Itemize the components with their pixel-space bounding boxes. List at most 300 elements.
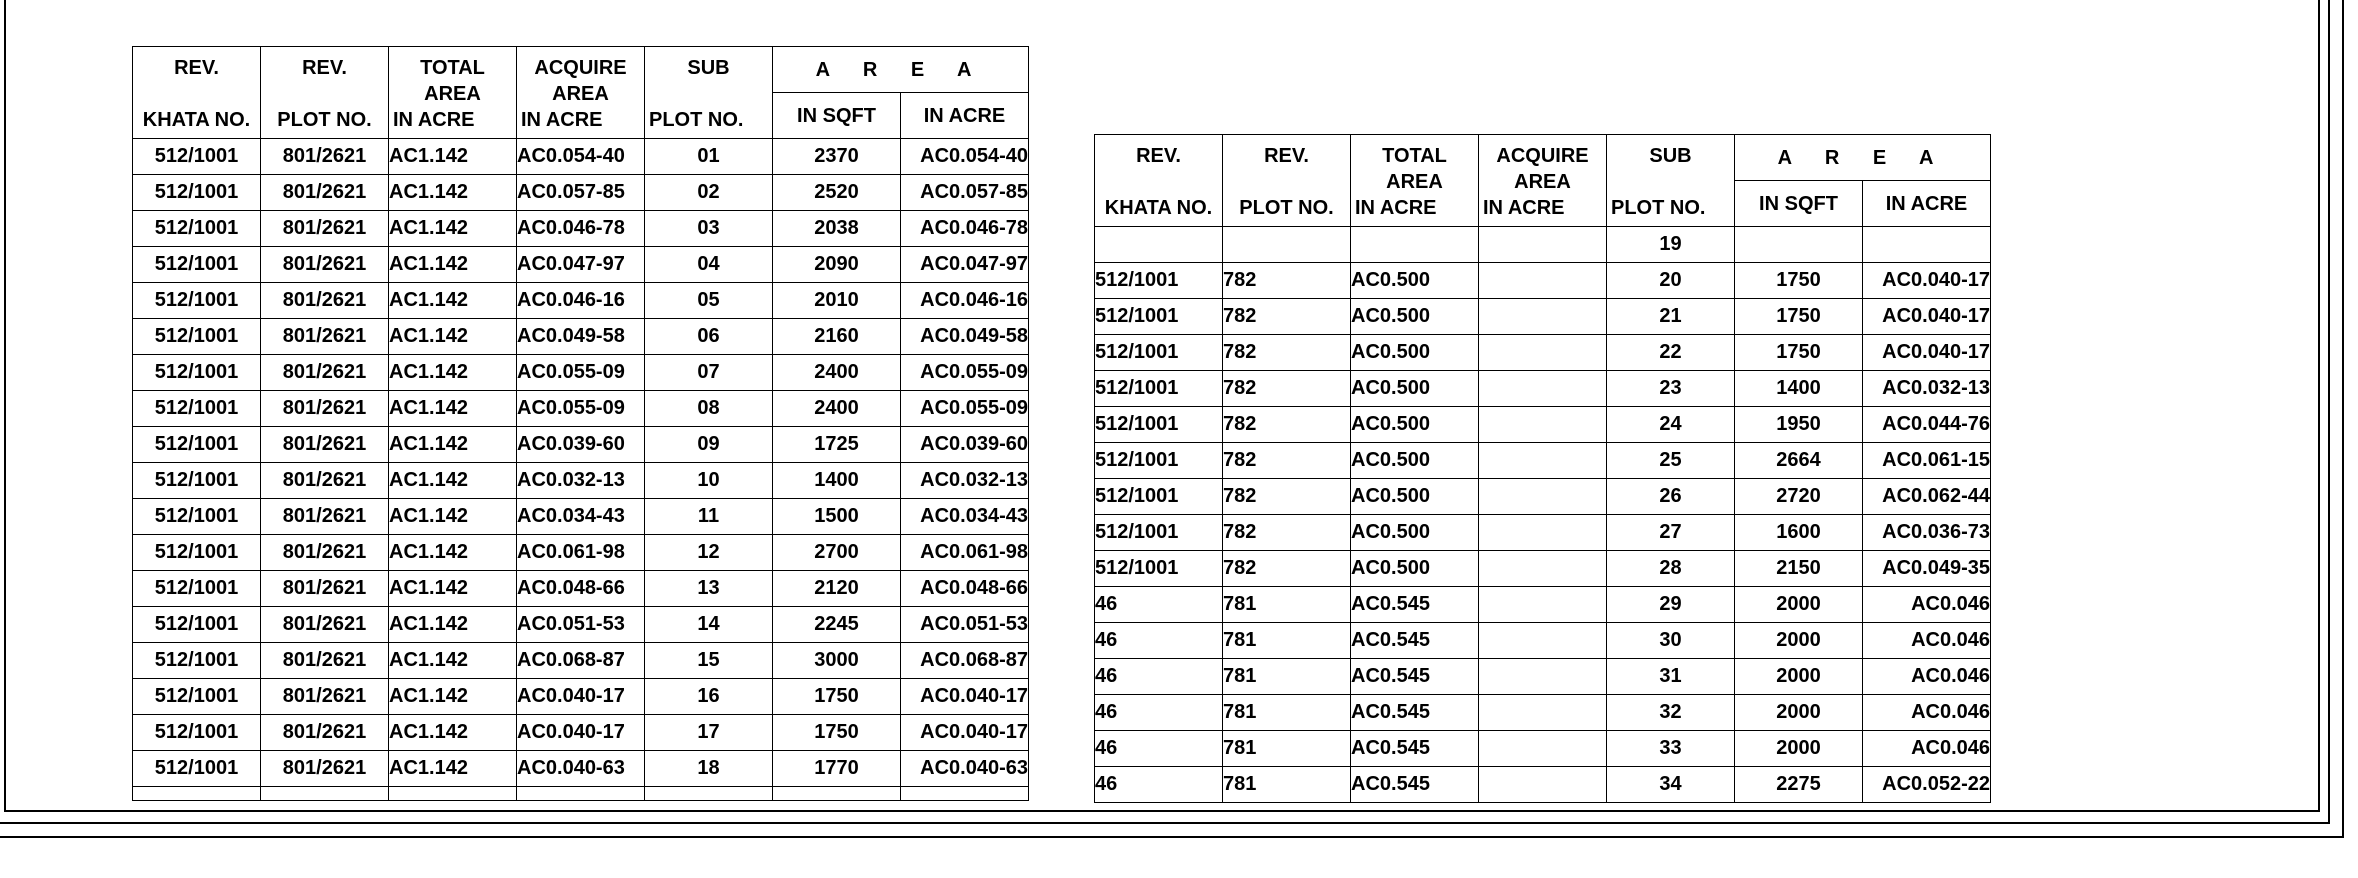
cell-plot: 781 <box>1223 731 1351 767</box>
table-cell <box>517 787 645 801</box>
header-acquire-top: ACQUIRE <box>1496 144 1589 167</box>
cell-sub: 26 <box>1607 479 1735 515</box>
cell-sub: 12 <box>645 535 773 571</box>
table-right-body <box>1095 227 1991 803</box>
header-rev-khata <box>1095 135 1223 227</box>
cell-plot: 801/2621 <box>261 175 389 211</box>
cell-plot: 781 <box>1223 623 1351 659</box>
cell-sub: 23 <box>1607 371 1735 407</box>
cell-acquire: AC0.049-58 <box>517 319 645 355</box>
cell-plot: 782 <box>1223 443 1351 479</box>
cell-acre: AC0.068-87 <box>901 643 1029 679</box>
cell-khata: 46 <box>1095 587 1223 623</box>
cell-khata: 512/1001 <box>133 319 261 355</box>
cell-sqft: 2400 <box>773 355 901 391</box>
cell-sub: 02 <box>645 175 773 211</box>
cell-acre: AC0.055-09 <box>901 355 1029 391</box>
cell-acre: AC0.052-22 <box>1863 767 1991 803</box>
cell-acre: AC0.040-17 <box>901 715 1029 751</box>
cell-sqft: 1750 <box>1735 335 1863 371</box>
cell-khata: 512/1001 <box>1095 443 1223 479</box>
cell-sqft: 2245 <box>773 607 901 643</box>
cell-acre: AC0.044-76 <box>1863 407 1991 443</box>
table-row <box>1095 407 1991 443</box>
cell-acquire: AC0.055-09 <box>517 355 645 391</box>
cell-sqft: 1750 <box>773 679 901 715</box>
cell-acquire: AC0.048-66 <box>517 571 645 607</box>
cell-total: AC1.142 <box>389 535 517 571</box>
cell-total: AC1.142 <box>389 751 517 787</box>
cell-acre: AC0.040-17 <box>1863 335 1991 371</box>
cell-sub: 04 <box>645 247 773 283</box>
table-row <box>133 607 1029 643</box>
header-sub-bottom: PLOT NO. <box>1611 196 1706 219</box>
table-row <box>133 643 1029 679</box>
cell-plot: 801/2621 <box>261 751 389 787</box>
cell-sqft: 2010 <box>773 283 901 319</box>
cell-total: AC0.500 <box>1351 515 1479 551</box>
cell-sub: 05 <box>645 283 773 319</box>
cell-acquire <box>1479 443 1607 479</box>
cell-acquire: AC0.040-17 <box>517 715 645 751</box>
cell-sqft: 2090 <box>773 247 901 283</box>
header-sub-plot <box>645 47 773 139</box>
table-row <box>133 391 1029 427</box>
cell-sqft: 1400 <box>1735 371 1863 407</box>
cell-plot: 782 <box>1223 263 1351 299</box>
cell-acquire: AC0.055-09 <box>517 391 645 427</box>
cell-plot: 801/2621 <box>261 535 389 571</box>
header-rev-khata-top: REV. <box>1136 144 1181 167</box>
header-acquire-mid: AREA <box>552 82 609 105</box>
cell-acre: AC0.032-13 <box>901 463 1029 499</box>
cell-total: AC1.142 <box>389 499 517 535</box>
cell-total: AC0.545 <box>1351 623 1479 659</box>
header-acquire-area <box>1479 135 1607 227</box>
cell-total: AC0.500 <box>1351 443 1479 479</box>
cell-acre: AC0.046-78 <box>901 211 1029 247</box>
header-sub-plot <box>1607 135 1735 227</box>
plot-schedule-table-left <box>132 46 1029 801</box>
table-cell <box>773 787 901 801</box>
cell-plot: 782 <box>1223 299 1351 335</box>
cell-total: AC0.500 <box>1351 371 1479 407</box>
cell-acquire <box>1479 407 1607 443</box>
header-acquire-bottom: IN ACRE <box>1483 196 1565 219</box>
table-row <box>1095 551 1991 587</box>
cell-acre: AC0.047-97 <box>901 247 1029 283</box>
cell-total: AC0.500 <box>1351 551 1479 587</box>
cell-total: AC1.142 <box>389 715 517 751</box>
header-total-area-top: TOTAL <box>420 56 485 79</box>
cell-sub: 13 <box>645 571 773 607</box>
cell-sqft: 2400 <box>773 391 901 427</box>
cell-acquire <box>1479 227 1607 263</box>
cell-acre: AC0.040-17 <box>1863 263 1991 299</box>
cell-khata: 512/1001 <box>133 175 261 211</box>
cell-sqft: 1500 <box>773 499 901 535</box>
cell-sub: 07 <box>645 355 773 391</box>
cell-total: AC1.142 <box>389 175 517 211</box>
cell-total: AC1.142 <box>389 319 517 355</box>
table-row <box>133 283 1029 319</box>
cell-khata: 512/1001 <box>133 211 261 247</box>
frame-left-line <box>4 0 6 810</box>
cell-plot: 801/2621 <box>261 391 389 427</box>
cell-acre: AC0.046 <box>1863 731 1991 767</box>
frame-bottom-mid-line <box>0 822 2330 824</box>
cell-total: AC1.142 <box>389 643 517 679</box>
cell-sub: 15 <box>645 643 773 679</box>
cell-acquire: AC0.039-60 <box>517 427 645 463</box>
cell-plot: 801/2621 <box>261 643 389 679</box>
header-area-acre: IN ACRE <box>1863 181 1991 227</box>
cell-acre: AC0.046 <box>1863 659 1991 695</box>
cell-khata: 512/1001 <box>133 535 261 571</box>
header-rev-khata-top: REV. <box>174 56 219 79</box>
cell-khata: 512/1001 <box>1095 299 1223 335</box>
table-cell <box>901 787 1029 801</box>
cell-acre: AC0.049-35 <box>1863 551 1991 587</box>
cell-total: AC0.500 <box>1351 335 1479 371</box>
cell-khata: 512/1001 <box>133 283 261 319</box>
header-rev-plot <box>261 47 389 139</box>
cell-khata: 512/1001 <box>1095 407 1223 443</box>
cell-sqft: 2000 <box>1735 695 1863 731</box>
cell-khata: 46 <box>1095 695 1223 731</box>
header-rev-khata <box>133 47 261 139</box>
cell-plot: 801/2621 <box>261 607 389 643</box>
frame-right-inner-line <box>2318 0 2320 810</box>
cell-khata: 512/1001 <box>133 247 261 283</box>
cell-acquire <box>1479 731 1607 767</box>
table-row <box>1095 659 1991 695</box>
cell-sub: 16 <box>645 679 773 715</box>
cell-sqft: 2000 <box>1735 623 1863 659</box>
cell-sqft: 2120 <box>773 571 901 607</box>
cell-plot: 801/2621 <box>261 499 389 535</box>
table-row <box>133 355 1029 391</box>
table-cell <box>389 787 517 801</box>
header-area-acre: IN ACRE <box>901 93 1029 139</box>
table-row <box>133 499 1029 535</box>
cell-acquire <box>1479 695 1607 731</box>
cell-acre: AC0.036-73 <box>1863 515 1991 551</box>
cell-total: AC1.142 <box>389 139 517 175</box>
table-row <box>1095 731 1991 767</box>
table-row <box>133 319 1029 355</box>
cell-plot: 782 <box>1223 371 1351 407</box>
header-rev-plot-top: REV. <box>1264 144 1309 167</box>
header-total-area-mid: AREA <box>424 82 481 105</box>
cell-sub: 34 <box>1607 767 1735 803</box>
header-total-area-bottom: IN ACRE <box>1355 196 1437 219</box>
cell-plot: 781 <box>1223 587 1351 623</box>
cell-acquire: AC0.057-85 <box>517 175 645 211</box>
table-row <box>133 715 1029 751</box>
cell-acquire <box>1479 587 1607 623</box>
cell-total: AC1.142 <box>389 211 517 247</box>
cell-sub: 20 <box>1607 263 1735 299</box>
cell-plot: 801/2621 <box>261 715 389 751</box>
cell-plot: 782 <box>1223 407 1351 443</box>
cell-acquire <box>1479 659 1607 695</box>
cell-sub: 27 <box>1607 515 1735 551</box>
cell-acquire <box>1479 623 1607 659</box>
cell-acre <box>1863 227 1991 263</box>
cell-acquire <box>1479 371 1607 407</box>
frame-right-mid-line <box>2328 0 2330 822</box>
cell-sqft: 2664 <box>1735 443 1863 479</box>
cell-sqft: 2370 <box>773 139 901 175</box>
header-acquire-bottom: IN ACRE <box>521 108 603 131</box>
cell-khata: 512/1001 <box>1095 371 1223 407</box>
cell-acquire <box>1479 299 1607 335</box>
table-row <box>1095 515 1991 551</box>
header-total-area <box>1351 135 1479 227</box>
cell-sqft: 1725 <box>773 427 901 463</box>
cell-acre: AC0.055-09 <box>901 391 1029 427</box>
table-cell <box>261 787 389 801</box>
cell-acquire: AC0.040-63 <box>517 751 645 787</box>
cell-total: AC1.142 <box>389 355 517 391</box>
cell-total: AC1.142 <box>389 247 517 283</box>
header-acquire-top: ACQUIRE <box>534 56 627 79</box>
cell-plot: 801/2621 <box>261 283 389 319</box>
cell-total: AC0.545 <box>1351 587 1479 623</box>
cell-acre: AC0.054-40 <box>901 139 1029 175</box>
cell-sqft: 2000 <box>1735 731 1863 767</box>
cell-acre: AC0.040-63 <box>901 751 1029 787</box>
cell-sqft: 2700 <box>773 535 901 571</box>
header-acquire-mid: AREA <box>1514 170 1571 193</box>
cell-sub: 01 <box>645 139 773 175</box>
cell-plot: 801/2621 <box>261 355 389 391</box>
cell-acquire <box>1479 551 1607 587</box>
cell-sub: 11 <box>645 499 773 535</box>
cell-khata: 512/1001 <box>133 571 261 607</box>
cell-khata: 46 <box>1095 767 1223 803</box>
cell-sub: 33 <box>1607 731 1735 767</box>
cell-acquire: AC0.032-13 <box>517 463 645 499</box>
cell-sub: 03 <box>645 211 773 247</box>
header-total-area-mid: AREA <box>1386 170 1443 193</box>
cell-khata: 512/1001 <box>1095 263 1223 299</box>
cell-plot: 801/2621 <box>261 679 389 715</box>
table-row <box>1095 335 1991 371</box>
table-row <box>133 175 1029 211</box>
cell-acre: AC0.061-98 <box>901 535 1029 571</box>
cell-sub: 30 <box>1607 623 1735 659</box>
cell-sqft: 1600 <box>1735 515 1863 551</box>
table-row <box>133 247 1029 283</box>
cell-acquire: AC0.047-97 <box>517 247 645 283</box>
cell-total: AC0.545 <box>1351 659 1479 695</box>
cell-khata: 512/1001 <box>133 715 261 751</box>
cell-sub: 31 <box>1607 659 1735 695</box>
cell-khata: 46 <box>1095 623 1223 659</box>
cell-plot: 782 <box>1223 335 1351 371</box>
cell-sqft: 3000 <box>773 643 901 679</box>
table-row <box>133 427 1029 463</box>
cell-sqft: 1750 <box>773 715 901 751</box>
cell-plot <box>1223 227 1351 263</box>
table-row <box>1095 371 1991 407</box>
cell-sqft: 1750 <box>1735 299 1863 335</box>
cell-total: AC0.545 <box>1351 767 1479 803</box>
cell-plot: 781 <box>1223 659 1351 695</box>
cell-total: AC1.142 <box>389 427 517 463</box>
cell-acquire <box>1479 479 1607 515</box>
cell-total: AC1.142 <box>389 463 517 499</box>
cell-total: AC1.142 <box>389 607 517 643</box>
cell-acquire: AC0.068-87 <box>517 643 645 679</box>
cell-total: AC1.142 <box>389 283 517 319</box>
cell-acquire: AC0.051-53 <box>517 607 645 643</box>
cell-acquire: AC0.061-98 <box>517 535 645 571</box>
cell-khata: 512/1001 <box>1095 335 1223 371</box>
table-row <box>133 571 1029 607</box>
cell-total: AC0.545 <box>1351 695 1479 731</box>
cell-plot: 782 <box>1223 479 1351 515</box>
cell-sub: 24 <box>1607 407 1735 443</box>
cell-sub: 22 <box>1607 335 1735 371</box>
cell-sqft: 2038 <box>773 211 901 247</box>
cell-plot: 781 <box>1223 767 1351 803</box>
table-row <box>1095 479 1991 515</box>
cell-sub: 29 <box>1607 587 1735 623</box>
cell-plot: 781 <box>1223 695 1351 731</box>
cell-sqft: 2150 <box>1735 551 1863 587</box>
table-row <box>133 751 1029 787</box>
cell-sub: 14 <box>645 607 773 643</box>
cell-plot: 801/2621 <box>261 427 389 463</box>
table-cell <box>133 787 261 801</box>
cell-khata: 512/1001 <box>1095 515 1223 551</box>
cell-acquire <box>1479 515 1607 551</box>
table-row <box>1095 587 1991 623</box>
cell-total: AC0.500 <box>1351 299 1479 335</box>
cell-acquire: AC0.034-43 <box>517 499 645 535</box>
cell-sub: 32 <box>1607 695 1735 731</box>
table-row <box>133 535 1029 571</box>
frame-bottom-outer-line <box>0 836 2344 838</box>
table-row <box>1095 695 1991 731</box>
cell-acre: AC0.040-17 <box>1863 299 1991 335</box>
table-row-partial <box>133 787 1029 801</box>
header-area-sqft: IN SQFT <box>773 93 901 139</box>
cell-acre: AC0.046-16 <box>901 283 1029 319</box>
cell-sub: 25 <box>1607 443 1735 479</box>
header-total-area-bottom: IN ACRE <box>393 108 475 131</box>
cell-acre: AC0.032-13 <box>1863 371 1991 407</box>
cell-acre: AC0.051-53 <box>901 607 1029 643</box>
cell-sub: 21 <box>1607 299 1735 335</box>
cell-plot: 801/2621 <box>261 139 389 175</box>
cell-acre: AC0.061-15 <box>1863 443 1991 479</box>
cell-plot: 801/2621 <box>261 319 389 355</box>
cell-plot: 801/2621 <box>261 571 389 607</box>
cell-total: AC1.142 <box>389 391 517 427</box>
cell-khata: 512/1001 <box>133 139 261 175</box>
cell-sqft: 2000 <box>1735 587 1863 623</box>
table-row <box>1095 227 1991 263</box>
cell-acre: AC0.046 <box>1863 587 1991 623</box>
cell-sub: 10 <box>645 463 773 499</box>
cell-sqft: 1400 <box>773 463 901 499</box>
cell-acquire: AC0.040-17 <box>517 679 645 715</box>
cell-plot: 801/2621 <box>261 463 389 499</box>
cell-acre: AC0.062-44 <box>1863 479 1991 515</box>
header-area-sqft: IN SQFT <box>1735 181 1863 227</box>
cell-sqft: 1950 <box>1735 407 1863 443</box>
table-row <box>1095 623 1991 659</box>
header-rev-plot-top: REV. <box>302 56 347 79</box>
header-sub-bottom: PLOT NO. <box>649 108 744 131</box>
plot-schedule-table-right <box>1094 134 1991 803</box>
header-rev-plot <box>1223 135 1351 227</box>
cell-acre: AC0.057-85 <box>901 175 1029 211</box>
cell-total <box>1351 227 1479 263</box>
header-rev-khata-bottom: KHATA NO. <box>1104 196 1213 219</box>
cell-khata: 512/1001 <box>133 751 261 787</box>
cell-khata <box>1095 227 1223 263</box>
header-area: A R E A <box>1735 135 1991 181</box>
cell-khata: 512/1001 <box>1095 479 1223 515</box>
cell-acquire <box>1479 335 1607 371</box>
cell-acre: AC0.034-43 <box>901 499 1029 535</box>
cell-plot: 801/2621 <box>261 247 389 283</box>
cell-sub: 19 <box>1607 227 1735 263</box>
cell-khata: 46 <box>1095 731 1223 767</box>
cell-khata: 46 <box>1095 659 1223 695</box>
cell-sqft: 2520 <box>773 175 901 211</box>
header-rev-plot-bottom: PLOT NO. <box>277 108 372 131</box>
cell-acre: AC0.040-17 <box>901 679 1029 715</box>
cell-total: AC0.500 <box>1351 479 1479 515</box>
header-sub-top: SUB <box>687 56 730 79</box>
cell-acre: AC0.048-66 <box>901 571 1029 607</box>
cell-sqft: 2720 <box>1735 479 1863 515</box>
cell-sub: 17 <box>645 715 773 751</box>
table-left-body <box>133 139 1029 787</box>
header-rev-plot-bottom: PLOT NO. <box>1239 196 1334 219</box>
table-row <box>1095 767 1991 803</box>
cell-plot: 782 <box>1223 551 1351 587</box>
frame-right-outer-line <box>2342 0 2344 836</box>
cell-sqft <box>1735 227 1863 263</box>
cell-acquire: AC0.046-78 <box>517 211 645 247</box>
table-row <box>133 211 1029 247</box>
header-total-area-top: TOTAL <box>1382 144 1447 167</box>
table-row <box>133 679 1029 715</box>
cell-sqft: 2275 <box>1735 767 1863 803</box>
header-sub-top: SUB <box>1649 144 1692 167</box>
cell-plot: 782 <box>1223 515 1351 551</box>
cell-khata: 512/1001 <box>133 643 261 679</box>
cell-khata: 512/1001 <box>133 499 261 535</box>
cell-acre: AC0.049-58 <box>901 319 1029 355</box>
cell-total: AC1.142 <box>389 571 517 607</box>
cell-khata: 512/1001 <box>133 355 261 391</box>
table-row <box>133 463 1029 499</box>
cell-khata: 512/1001 <box>133 607 261 643</box>
cell-sub: 28 <box>1607 551 1735 587</box>
header-rev-khata-bottom: KHATA NO. <box>142 108 251 131</box>
cell-acquire: AC0.054-40 <box>517 139 645 175</box>
cell-sqft: 1750 <box>1735 263 1863 299</box>
cell-sqft: 1770 <box>773 751 901 787</box>
